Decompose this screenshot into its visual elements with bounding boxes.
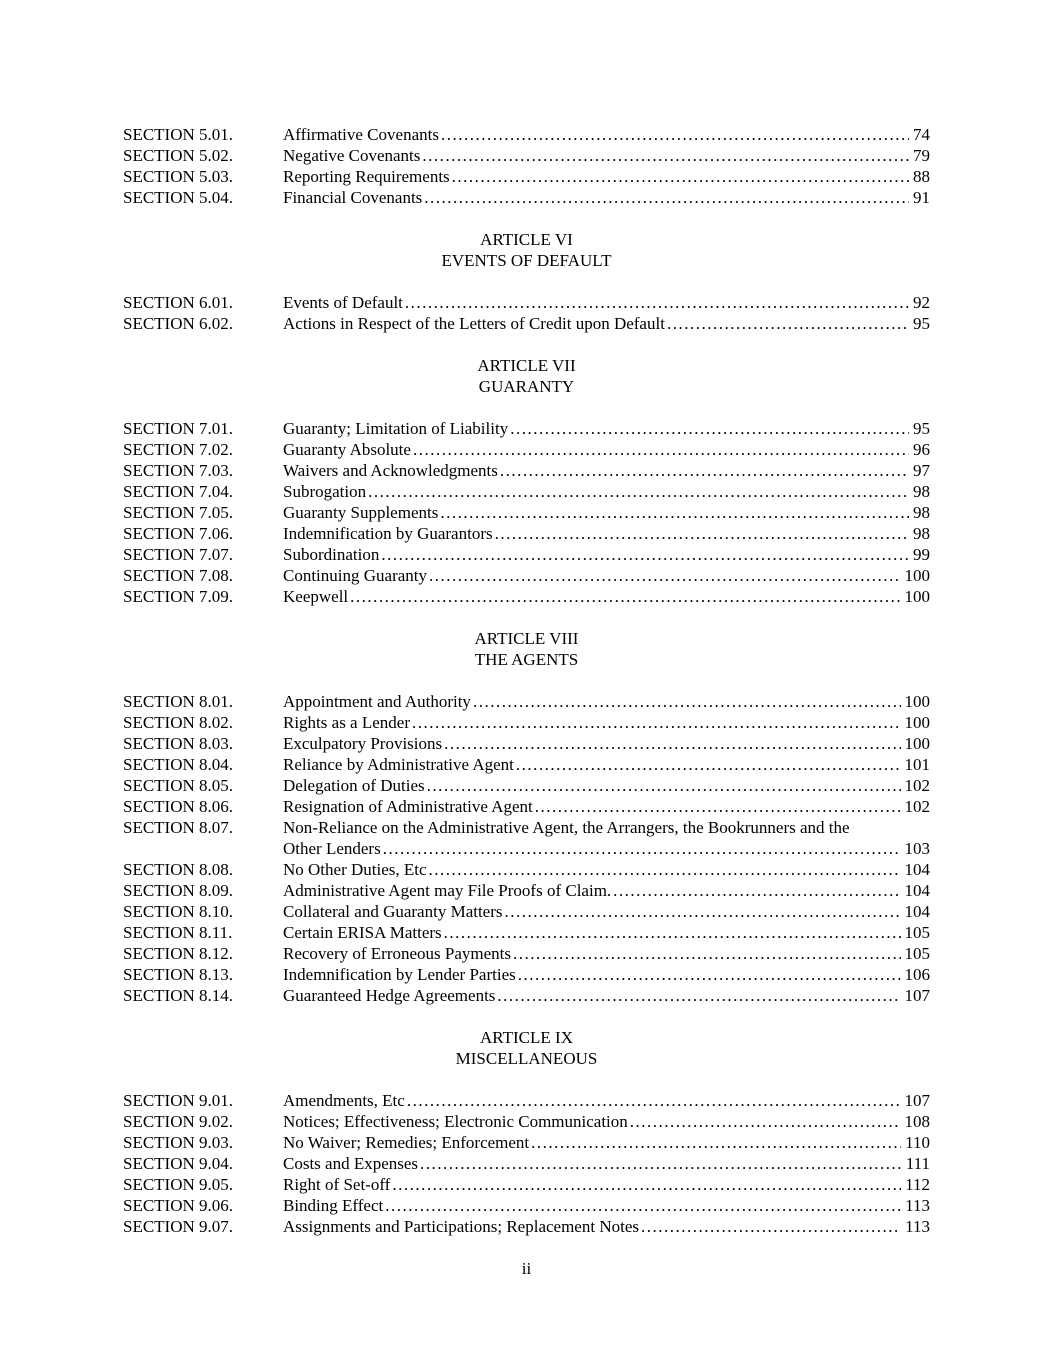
toc-entry-page: 98: [913, 503, 930, 522]
toc-entry-page: 100: [904, 713, 930, 732]
toc-entry-page: 103: [904, 839, 930, 858]
dot-leader: [667, 313, 909, 334]
dot-leader: [513, 943, 900, 964]
toc-entry-page: 100: [904, 734, 930, 753]
toc-entry-page: 91: [913, 188, 930, 207]
toc-entry-page: 74: [913, 125, 930, 144]
toc-entry: [123, 1153, 930, 1174]
toc-entry-section: SECTION 9.01.: [123, 1091, 234, 1110]
dot-leader: [500, 460, 909, 481]
toc-entry-page: 101: [904, 755, 930, 774]
toc-entry: [123, 502, 930, 523]
toc-entry: [123, 1216, 930, 1237]
toc-entry-title: Reporting Requirements: [283, 167, 450, 186]
toc-entry-title: Guaranteed Hedge Agreements: [283, 986, 496, 1005]
toc-entry-title: Subordination: [283, 545, 380, 564]
toc-entry-title: Right of Set-off: [283, 1175, 391, 1194]
dot-leader: [381, 544, 909, 565]
toc-entry-section: SECTION 8.11.: [123, 923, 233, 942]
toc-entry: [123, 481, 930, 502]
toc-entry-page: 97: [913, 461, 930, 480]
toc-entry-section: SECTION 9.03.: [123, 1133, 234, 1152]
toc-entry-title: Events of Default: [283, 293, 403, 312]
toc-entry-title: Actions in Respect of the Letters of Credit upon Default: [283, 314, 665, 333]
toc-entry: [123, 145, 930, 166]
toc-entry: [123, 313, 930, 334]
toc-entry-section: SECTION 7.03.: [123, 461, 234, 480]
article-number: ARTICLE VI: [480, 230, 573, 249]
toc-entry-section: SECTION 5.02.: [123, 146, 234, 165]
article-number: ARTICLE IX: [480, 1028, 573, 1047]
toc-entry: [123, 187, 930, 208]
toc-entry-title: No Waiver; Remedies; Enforcement: [283, 1133, 530, 1152]
toc-entry-title: Guaranty; Limitation of Liability: [283, 419, 509, 438]
toc-entry-title: Reliance by Administrative Agent: [283, 755, 514, 774]
toc-entry: [123, 586, 930, 607]
toc-entry-page: 104: [904, 902, 930, 921]
toc-entry-section: SECTION 7.07.: [123, 545, 234, 564]
toc-entry-page: 95: [913, 314, 930, 333]
toc-groups: [123, 124, 930, 1237]
toc-entry-title: Assignments and Participations; Replacement Notes: [283, 1217, 639, 1236]
page-number-footer: ii: [521, 1259, 532, 1278]
toc-entry-page: 104: [904, 881, 930, 900]
toc-entry-page: 92: [913, 293, 930, 312]
toc-entry-title: Continuing Guaranty: [283, 566, 428, 585]
toc-entry-title: Guaranty Absolute: [283, 440, 411, 459]
toc-entry: [123, 796, 930, 817]
article-number: ARTICLE VIII: [474, 629, 579, 648]
toc-entry: [123, 733, 930, 754]
toc-entry-page: 107: [904, 1091, 930, 1110]
article-title: EVENTS OF DEFAULT: [441, 251, 612, 270]
toc-entry-title: Costs and Expenses: [283, 1154, 419, 1173]
toc-entry-title: Collateral and Guaranty Matters: [283, 902, 503, 921]
toc-entry: [123, 943, 930, 964]
dot-leader: [429, 565, 900, 586]
toc-entry-title: Amendments, Etc: [283, 1091, 405, 1110]
toc-entry-title: Financial Covenants: [283, 188, 423, 207]
toc-entry: [123, 523, 930, 544]
toc-entry-section: SECTION 8.12.: [123, 944, 234, 963]
toc-entry-title: Rights as a Lender: [283, 713, 410, 732]
toc-entry-section: SECTION 8.04.: [123, 755, 234, 774]
dot-leader: [422, 145, 909, 166]
toc-entry-title: Affirmative Covenants: [283, 125, 439, 144]
toc-entry-page: 102: [904, 797, 930, 816]
toc-entry: [123, 1111, 930, 1132]
dot-leader: [420, 1153, 902, 1174]
toc-entry-title: Recovery of Erroneous Payments: [283, 944, 512, 963]
toc-entry-title: Resignation of Administrative Agent: [283, 797, 533, 816]
toc-entry-title: Indemnification by Guarantors: [283, 524, 493, 543]
dot-leader: [350, 586, 900, 607]
toc-entry-title: Negative Covenants: [283, 146, 421, 165]
dot-leader: [452, 166, 909, 187]
dot-leader: [441, 124, 909, 145]
toc-entry: [123, 817, 930, 838]
dot-leader: [383, 838, 901, 859]
toc-entry-section: SECTION 7.05.: [123, 503, 234, 522]
toc-entry-page: 110: [905, 1133, 930, 1152]
dot-leader: [641, 1216, 901, 1237]
article-heading: [123, 355, 930, 397]
article-title: THE AGENTS: [474, 650, 579, 669]
toc-entry-section: SECTION 5.01.: [123, 125, 234, 144]
toc-entry-section: SECTION 7.01.: [123, 419, 234, 438]
toc-entry-page: 107: [904, 986, 930, 1005]
toc-entry-title: Administrative Agent may File Proofs of Claim.: [283, 881, 612, 900]
toc-entry: [123, 775, 930, 796]
toc-entry: [123, 1174, 930, 1195]
toc-entry: [123, 544, 930, 565]
toc-entry-section: SECTION 7.02.: [123, 440, 234, 459]
toc-entry-page: 100: [904, 692, 930, 711]
toc-entry-section: SECTION 5.04.: [123, 188, 234, 207]
toc-entry-section: SECTION 8.01.: [123, 692, 234, 711]
dot-leader: [518, 964, 901, 985]
dot-leader: [473, 691, 901, 712]
toc-entry-page: 113: [905, 1196, 930, 1215]
toc-entry-page: 111: [905, 1154, 930, 1173]
toc-entry: [123, 754, 930, 775]
dot-leader: [424, 187, 909, 208]
article-title: GUARANTY: [478, 377, 575, 396]
toc-entry: [123, 1090, 930, 1111]
toc-entry-title: Guaranty Supplements: [283, 503, 439, 522]
toc-entry-section: SECTION 8.03.: [123, 734, 234, 753]
dot-leader: [444, 922, 901, 943]
dot-leader: [429, 859, 901, 880]
toc-entry-section: SECTION 8.07.: [123, 818, 234, 837]
toc-entry: [123, 1132, 930, 1153]
dot-leader: [516, 754, 901, 775]
dot-leader: [444, 733, 900, 754]
toc-entry-section: SECTION 8.09.: [123, 881, 234, 900]
toc-entry-section: SECTION 8.05.: [123, 776, 234, 795]
dot-leader: [392, 1174, 901, 1195]
article-heading: [123, 1027, 930, 1069]
article-number: ARTICLE VII: [477, 356, 576, 375]
toc-entry-title: Certain ERISA Matters: [283, 923, 442, 942]
toc-entry-section: SECTION 8.08.: [123, 860, 234, 879]
toc-entry-page: 99: [913, 545, 930, 564]
toc-entry-page: 102: [904, 776, 930, 795]
dot-leader: [413, 439, 909, 460]
toc-entry-page: 106: [904, 965, 930, 984]
toc-entry: [123, 439, 930, 460]
dot-leader: [440, 502, 909, 523]
toc-entry-title: Indemnification by Lender Parties: [283, 965, 516, 984]
dot-leader: [368, 481, 909, 502]
toc-entry-section: SECTION 6.02.: [123, 314, 234, 333]
dot-leader: [405, 292, 909, 313]
toc-entry-page: 113: [905, 1217, 930, 1236]
toc-entry-section: SECTION 8.02.: [123, 713, 234, 732]
toc-entry-section: SECTION 7.04.: [123, 482, 234, 501]
dot-leader: [505, 901, 901, 922]
dot-leader: [407, 1090, 901, 1111]
dot-leader: [613, 880, 900, 901]
toc-entry-continuation: [123, 838, 930, 859]
toc-entry-page: 104: [904, 860, 930, 879]
toc-entry-page: 96: [913, 440, 930, 459]
toc-entry-title: Appointment and Authority: [283, 692, 471, 711]
toc-entry: [123, 166, 930, 187]
toc-entry-title: Notices; Effectiveness; Electronic Communication: [283, 1112, 628, 1131]
toc-entry-section: SECTION 5.03.: [123, 167, 234, 186]
toc-entry: [123, 901, 930, 922]
toc-entry: [123, 691, 930, 712]
toc-entry-page: 112: [905, 1175, 930, 1194]
dot-leader: [412, 712, 901, 733]
toc-entry: [123, 880, 930, 901]
toc-entry-title: Keepwell: [283, 587, 349, 606]
toc-entry: [123, 1195, 930, 1216]
toc-entry-section: SECTION 8.06.: [123, 797, 234, 816]
article-heading: [123, 229, 930, 271]
dot-leader: [385, 1195, 901, 1216]
toc-entry: [123, 859, 930, 880]
toc-entry-section: SECTION 9.04.: [123, 1154, 234, 1173]
toc-entry-title: Waivers and Acknowledgments: [283, 461, 498, 480]
toc-entry-title: Exculpatory Provisions: [283, 734, 443, 753]
toc-entry-title: Delegation of Duties: [283, 776, 425, 795]
toc-entry-section: SECTION 9.07.: [123, 1217, 234, 1236]
toc-entry-section: SECTION 9.05.: [123, 1175, 234, 1194]
dot-leader: [427, 775, 901, 796]
toc-entry-page: 98: [913, 524, 930, 543]
toc-entry: [123, 712, 930, 733]
toc-entry-title: Binding Effect: [283, 1196, 384, 1215]
dot-leader: [510, 418, 909, 439]
toc-entry-page: 105: [904, 923, 930, 942]
toc-entry-title: Other Lenders: [283, 839, 381, 858]
toc-entry-title: Non-Reliance on the Administrative Agent, the Arrangers, the Bookrunners and the: [283, 818, 850, 837]
toc-entry: [123, 922, 930, 943]
article-heading: [123, 628, 930, 670]
article-title: MISCELLANEOUS: [455, 1049, 598, 1068]
toc-entry-section: SECTION 9.06.: [123, 1196, 234, 1215]
toc-entry: [123, 985, 930, 1006]
toc-entry-title: No Other Duties, Etc: [283, 860, 427, 879]
toc-entry-page: 88: [913, 167, 930, 186]
toc-entry-section: SECTION 7.08.: [123, 566, 234, 585]
toc-entry-section: SECTION 6.01.: [123, 293, 234, 312]
toc-entry-section: SECTION 8.13.: [123, 965, 234, 984]
toc-entry-page: 79: [913, 146, 930, 165]
toc-entry-page: 108: [904, 1112, 930, 1131]
dot-leader: [630, 1111, 901, 1132]
toc-entry-section: SECTION 8.10.: [123, 902, 234, 921]
toc-entry-section: SECTION 7.06.: [123, 524, 234, 543]
toc-entry-section: SECTION 8.14.: [123, 986, 234, 1005]
toc-entry: [123, 565, 930, 586]
dot-leader: [495, 523, 909, 544]
dot-leader: [497, 985, 900, 1006]
toc-entry-page: 98: [913, 482, 930, 501]
toc-entry: [123, 292, 930, 313]
dot-leader: [535, 796, 901, 817]
toc-entry-title: Subrogation: [283, 482, 367, 501]
toc-entry: [123, 460, 930, 481]
toc-entry: [123, 964, 930, 985]
toc-entry-page: 95: [913, 419, 930, 438]
toc-entry: [123, 418, 930, 439]
toc-entry-section: SECTION 9.02.: [123, 1112, 234, 1131]
toc-entry-page: 100: [904, 587, 930, 606]
dot-leader: [531, 1132, 901, 1153]
toc-entry-section: SECTION 7.09.: [123, 587, 234, 606]
toc-entry-page: 100: [904, 566, 930, 585]
toc-entry-page: 105: [904, 944, 930, 963]
toc-entry: [123, 124, 930, 145]
